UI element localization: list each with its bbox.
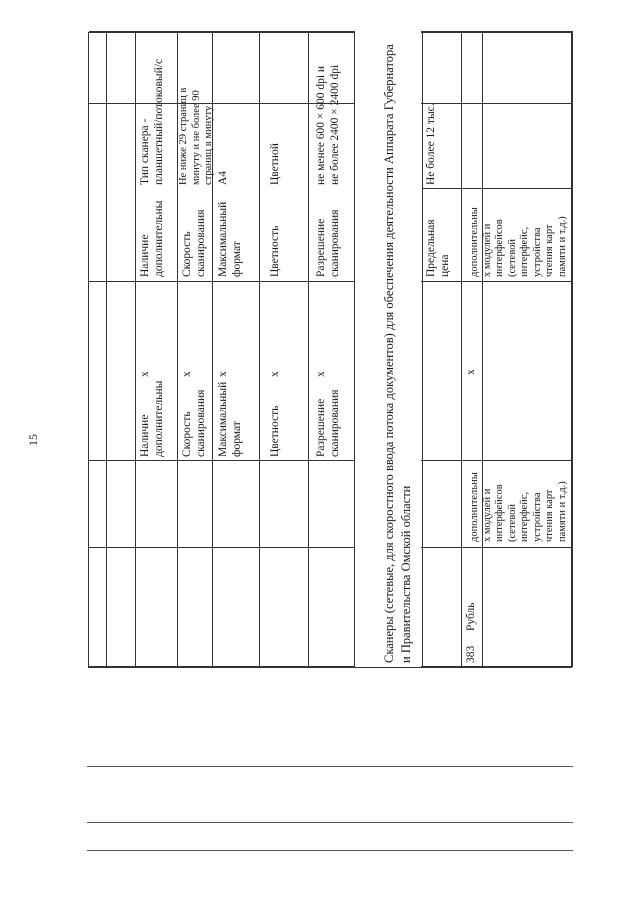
scanner-row-1-name: Разрешение сканирования [315, 389, 341, 457]
row-383-characteristic: Предельная цена [425, 219, 451, 277]
scanner-row-5-characteristic: Наличие дополнительны [139, 200, 165, 277]
table-border-top [572, 31, 573, 667]
row-383-number: 383 [465, 645, 477, 663]
row-line [259, 31, 260, 667]
row-383-mark: x [465, 369, 477, 375]
column-line [89, 547, 573, 548]
row-383-value: Не более 12 тыс. [425, 103, 437, 185]
section-title: Сканеры (сетевые, для скоростного ввода потока документов) для обеспечения деятельности Аппарата Губернатора и Правительства Омской области [355, 31, 421, 667]
scanner-row-1-mark: x [315, 371, 327, 377]
scanner-row-2-value: Цветной [269, 143, 281, 185]
scanner-row-4-characteristic: Скорость сканирования [181, 209, 207, 277]
page-rule [87, 766, 573, 767]
row-line [461, 31, 462, 667]
page-rule [87, 850, 573, 851]
scanner-row-5-name: Наличие дополнительны [139, 380, 165, 457]
row-383-unit: Рубль [465, 602, 477, 631]
scanner-row-4-name: Скорость сканирования [181, 389, 207, 457]
scanner-row-3-characteristic: Максимальный формат [217, 201, 243, 277]
scanner-row-4-value: Не ниже 29 страниц в минуту и не более 90 страниц в минуту [178, 87, 214, 185]
scanner-row-5-mark: x [139, 371, 151, 377]
specification-table [88, 32, 572, 668]
top-block-col4: дополнительны х модулей и интерфейсов (сетевой интерфейс, устройства чтения карт памяти и т.д.) [469, 207, 568, 277]
table-border-right [89, 31, 573, 32]
row-line [482, 31, 483, 667]
scanner-row-3-mark: x [217, 371, 229, 377]
page-rule [87, 822, 573, 823]
row-line [135, 31, 136, 667]
scanner-row-2-mark: x [269, 371, 281, 377]
column-line [89, 281, 573, 282]
top-block-col2: дополнительны х модулей и интерфейсов (сетевой интерфейс, устройства чтения карт памяти и т.д.) [469, 472, 568, 542]
scanner-row-4-mark: x [181, 371, 193, 377]
row-line [422, 31, 423, 667]
column-line [89, 460, 573, 461]
scanner-row-1-value: не менее 600 × 600 dpi и не более 2400 × 2400 dpi [315, 64, 341, 185]
scanner-row-2-name: Цветность [269, 405, 281, 457]
row-line [308, 31, 309, 667]
column-line [422, 188, 462, 189]
column-line [461, 188, 573, 189]
scanner-row-2-characteristic: Цветность [269, 225, 281, 277]
page-number: 15 [26, 434, 40, 446]
table-border-left [89, 666, 573, 667]
scanner-row-5-value: Тип сканера - планшетный/потоковый/с [139, 58, 165, 185]
scanner-row-1-characteristic: Разрешение сканирования [315, 209, 341, 277]
scanner-row-3-value: A4 [217, 170, 229, 185]
scanner-row-3-name: Максимальный формат [217, 381, 243, 457]
row-line [106, 31, 107, 667]
rotated-table-wrapper [88, 32, 572, 668]
